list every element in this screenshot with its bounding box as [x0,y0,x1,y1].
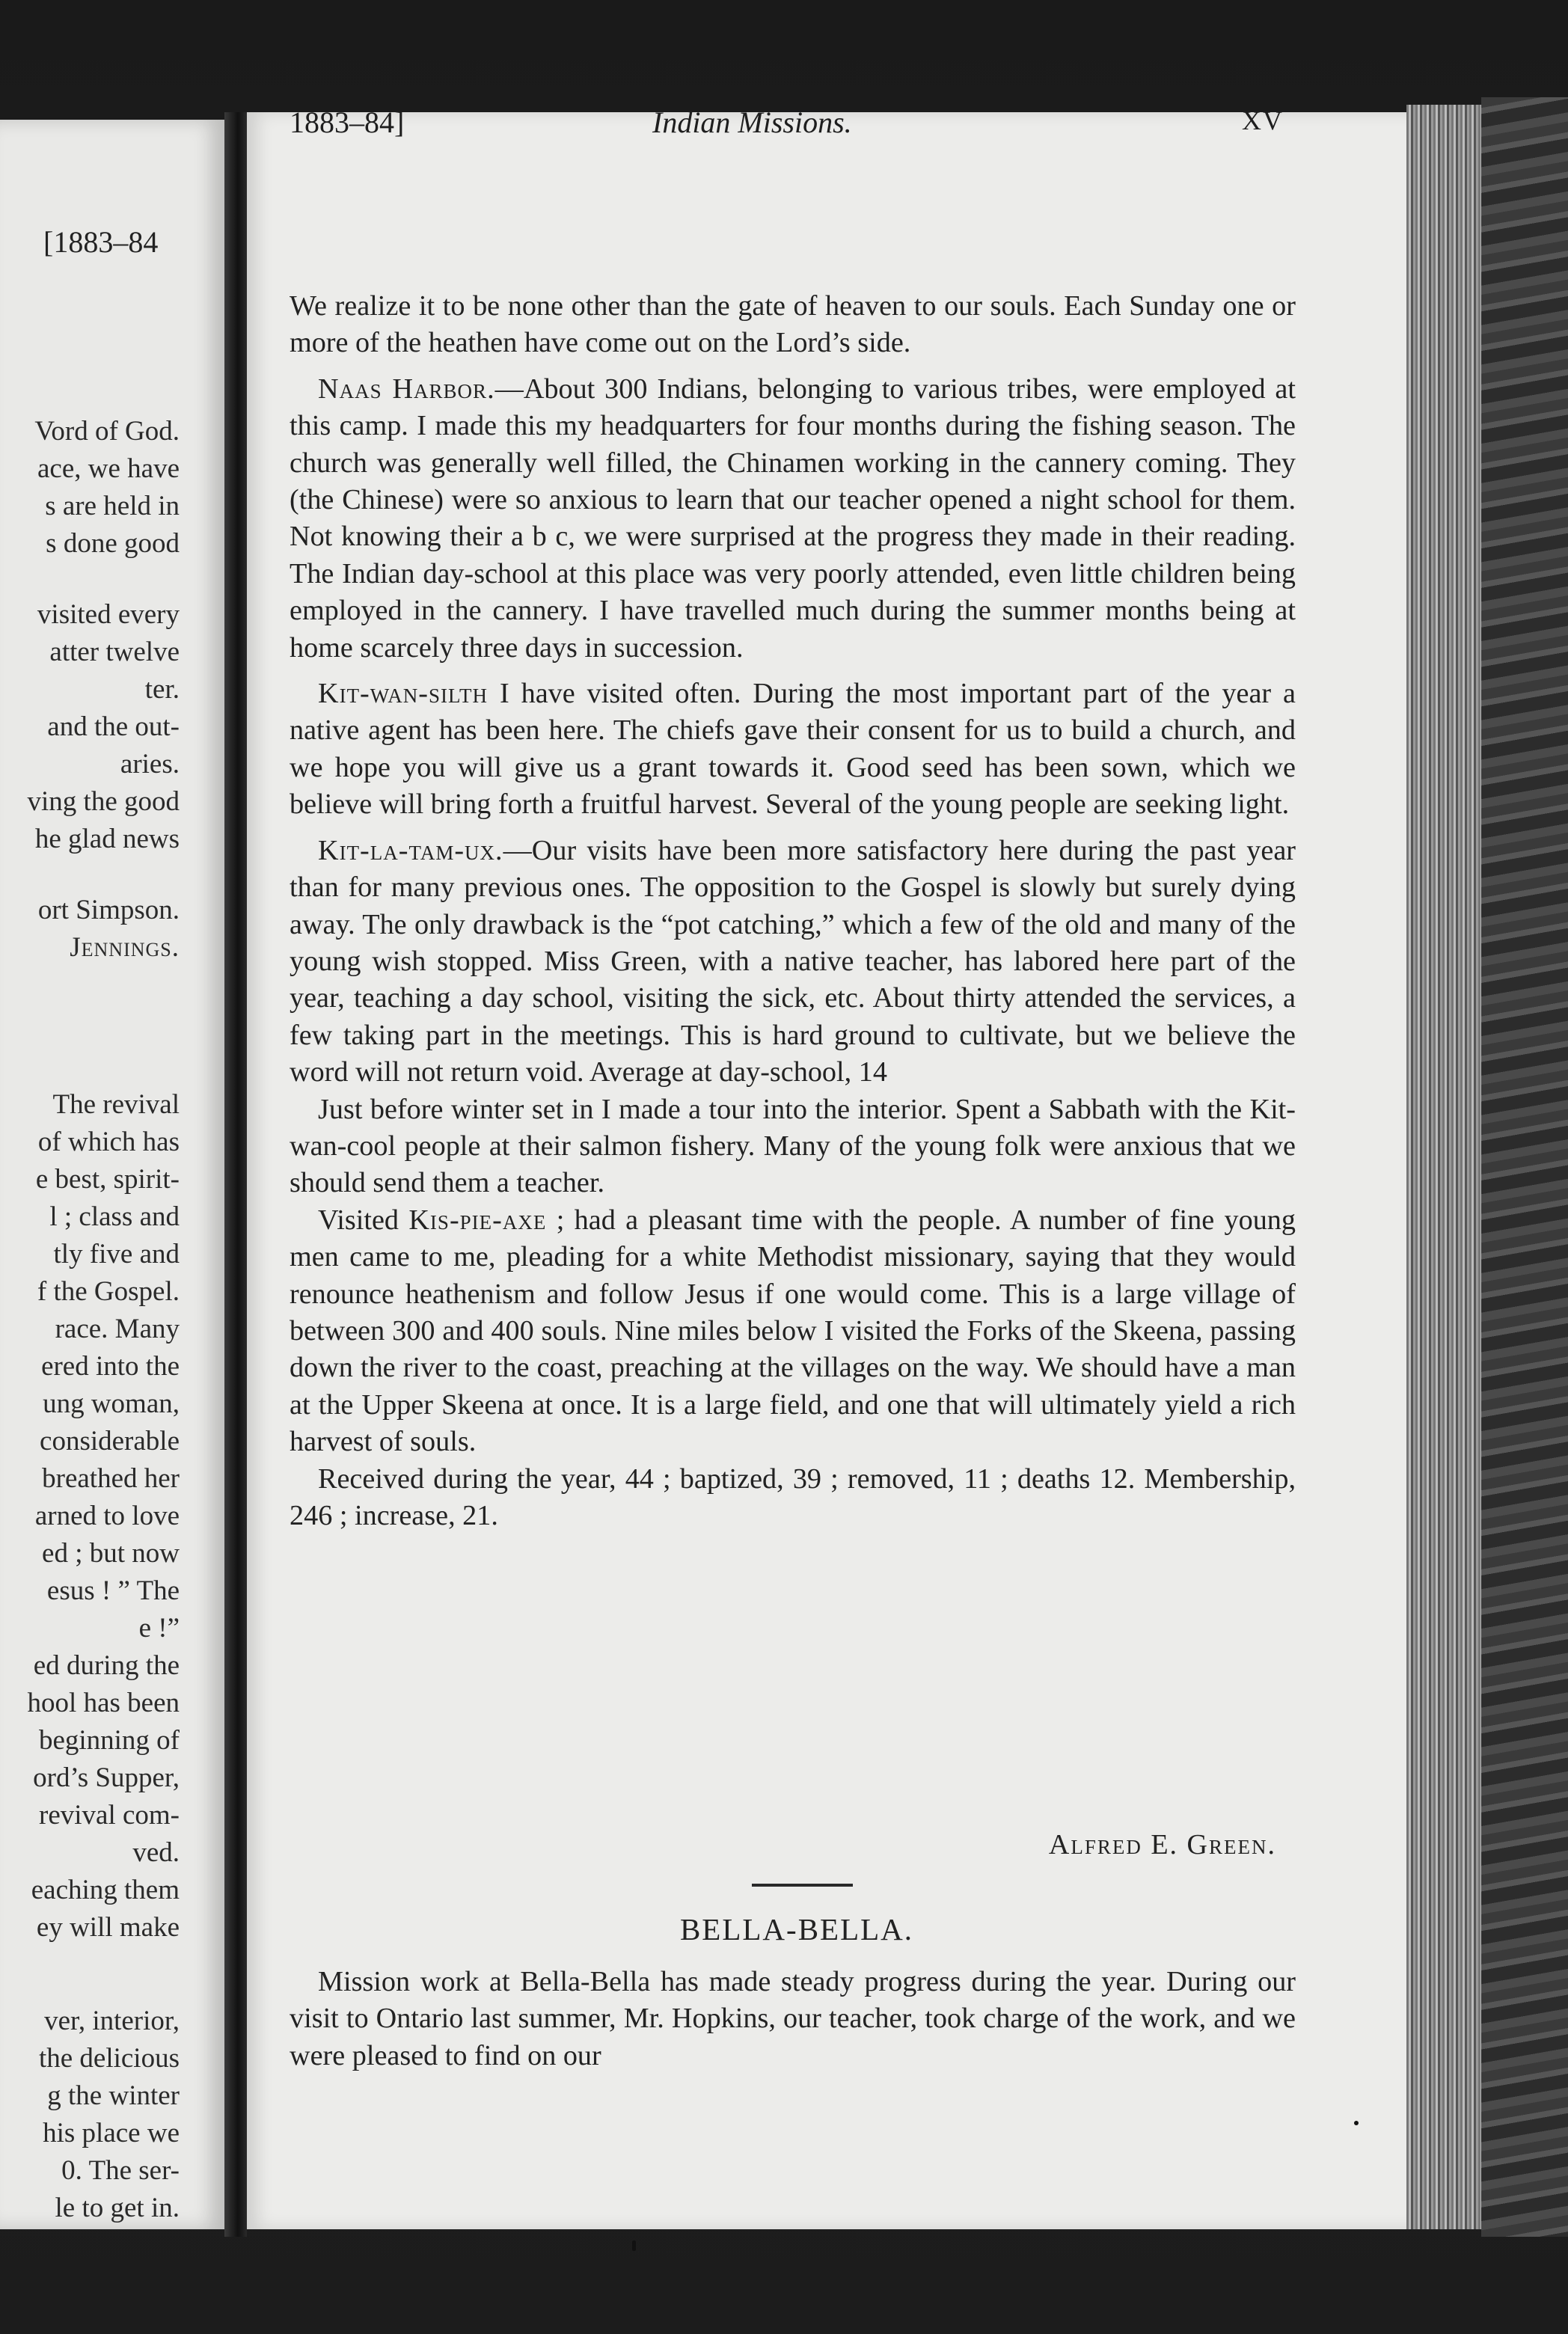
left-page-line: ed during the [33,1650,180,1681]
left-page-line: ord’s Supper, [33,1762,180,1793]
left-page-line: ved. [132,1837,180,1868]
left-page-line: Vord of God. [34,416,180,447]
signature: Alfred E. Green. [1048,1829,1276,1860]
left-page-line: beginning of [38,1725,180,1756]
left-page-line: ver, interior, [44,2006,180,2036]
paragraph-winter-tour: Just before winter set in I made a tour into the interior. Spent a Sabbath with the Kit-wan-cool people at their salmon fishery. Many of the young folk were anxious that we should send them a teacher. [290,1093,1296,1199]
left-page-line: 0. The ser- [61,2155,180,2186]
running-head-year: 1883–84] [290,105,405,139]
left-page-line: esus ! ” The [46,1575,180,1606]
paragraph-kis-pie-axe: Visited Kis-pie-axe ; had a pleasant time with the people. A number of fine young men came to me, pleading for a white Methodist missionary, saying that they would renounce heathenism and follow Jesus if one would come. This is a large village of between 300 and 400 souls. Nine miles below I visited the Forks of the Skeena, passing down the river to the coast, preaching at the villages on the way. We should have a man at the Upper Skeena at once. It is a large field, and one that will ultimately yield a rich harvest of souls. [290,1204,1296,1458]
paragraph-bella-bella: Mission work at Bella-Bella has made steady progress during the year. During our visit to Ontario last summer, Mr. Hopkins, our teacher, took charge of the work, and we were pleased to find on our [290,1966,1296,2071]
left-page-line: Jennings. [70,932,180,963]
ink-speck [632,2240,636,2251]
page-number: XV [1242,105,1284,135]
left-page-line: g the winter [47,2080,180,2111]
left-running-head: [1883–84 [43,225,159,259]
left-page-line: breathed her [42,1463,180,1494]
left-page-line: visited every [37,599,180,630]
left-page-line: e !” [138,1613,180,1644]
left-page-line: considerable [40,1426,180,1457]
heading-naas-harbor: Naas Harbor. [318,373,495,405]
left-page-line: ey will make [36,1912,180,1943]
left-page-line: ered into the [41,1351,180,1382]
left-page-line: race. Many [55,1314,180,1344]
left-page-line: l ; class and [49,1201,180,1232]
left-page-line: ort Simpson. [37,895,180,925]
left-page-line: of which has [37,1127,180,1157]
section-divider [752,1884,853,1887]
heading-kit-la-tam-ux: Kit-la-tam-ux. [318,834,503,866]
left-page-line: ed ; but now [42,1538,180,1569]
left-page-line: atter twelve [49,637,180,667]
left-page-line: the delicious [38,2043,180,2074]
left-page-line: tly five and [53,1239,180,1269]
left-page-line: The revival [52,1089,180,1120]
left-page-line: revival com- [39,1800,180,1831]
ink-speck [1354,2121,1359,2125]
left-page-line: arned to love [34,1501,180,1531]
left-page-line: aries. [120,749,180,779]
left-page-line: he glad news [34,824,180,854]
page-body [290,288,1296,1534]
paragraph-naas-harbor: Naas Harbor.—About 300 Indians, belonging to various tribes, were employed at this camp. I made this my headquarters for four months during the fishing season. The church was generally well filled, the Chinamen working in the cannery coming. They (the Chinese) were so anxious to learn that our teacher opened a night school for them. Not knowing their a b c, we were surprised at the progress they made in their reading. The Indian day-school at this place was very poorly attended, even little children being employed in the cannery. I have travelled much during the summer months being at home scarcely three days in succession. [290,373,1296,664]
paragraph-1: We realize it to be none other than the gate of heaven to our souls. Each Sunday one or more of the heathen have come out on the Lord’s side. [290,290,1296,359]
left-page-line: ung woman, [43,1388,180,1419]
left-page-line: and the out- [47,711,180,742]
left-page-line: e best, spirit- [35,1164,180,1195]
paragraph-kit-wan-silth: Kit-wan-silth I have visited often. During the most important part of the year a native agent has been here. The chiefs gave their consent for us to build a church, and we hope you will give us a grant towards it. Good seed has been sown, which we believe will bring forth a fruitful harvest. Several of the young people are seeking light. [290,678,1296,821]
left-page-line: eaching them [31,1875,180,1905]
page-body-bella-bella [290,1964,1296,2074]
paragraph-kit-la-tam-ux: Kit-la-tam-ux.—Our visits have been more satisfactory here during the past year than for many previous ones. The opposition to the Gospel is slowly but surely dying away. The only drawback is the “pot catching,” which a few of the old and many of the young wish stopped. Miss Green, with a native teacher, has labored here part of the year, teaching a day school, visiting the sick, etc. About thirty attended the services, a few taking part in the meetings. This is hard ground to cultivate, but we believe the word will not return void. Average at day-school, 14 [290,834,1296,1088]
left-page-line: ter. [144,674,180,705]
left-page-line: s are held in [45,491,180,521]
left-page-line: f the Gospel. [37,1276,180,1307]
section-heading: BELLA-BELLA. [679,1912,914,1946]
left-page-line: ace, we have [37,453,180,484]
left-page-line: le to get in. [55,2193,180,2223]
left-page-line: his place we [43,2118,180,2148]
paragraph-statistics: Received during the year, 44 ; baptized, 39 ; removed, 11 ; deaths 12. Membership, 246 ; increase, 21. [290,1462,1296,1531]
heading-kit-wan-silth: Kit-wan-silth [318,678,488,710]
running-head-title: Indian Missions. [652,105,852,139]
left-page-line: hool has been [27,1688,180,1718]
left-page-line: ving the good [27,786,180,817]
left-page-line: s done good [46,528,180,559]
heading-kis-pie-axe: Kis-pie-axe [408,1204,547,1236]
